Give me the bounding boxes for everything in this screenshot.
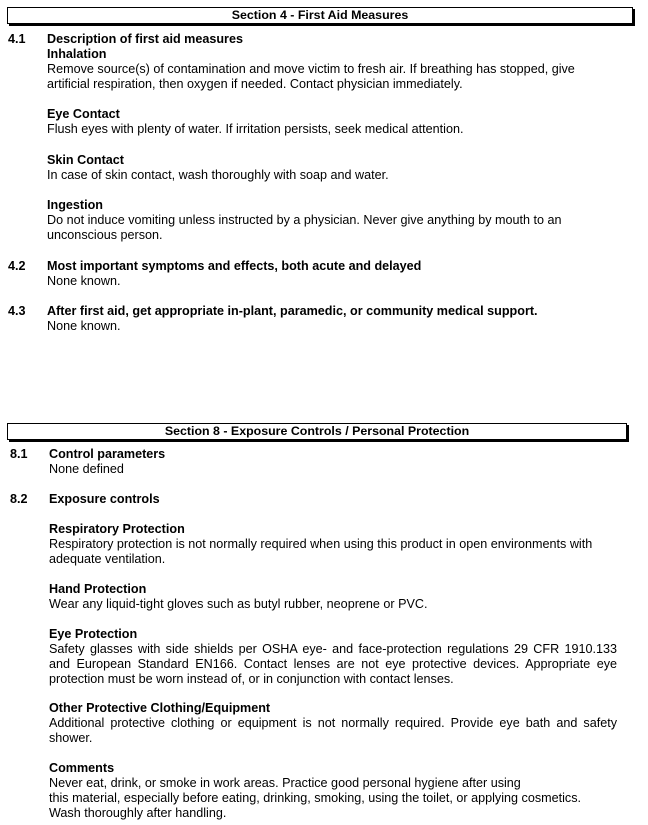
respiratory-protection-text-line-1: Respiratory protection is not normally required when using this product in open environments with — [49, 537, 593, 551]
skin-contact-heading: Skin Contact — [47, 153, 124, 167]
inhalation-text-line-2: artificial respiration, then oxygen if needed. Contact physician immediately. — [47, 77, 463, 91]
hand-protection-heading: Hand Protection — [49, 582, 147, 596]
section-4-header-text: Section 4 - First Aid Measures — [231, 8, 409, 22]
eye-protection-text: Safety glasses with side shields per OSHA eye- and face-protection regulations 29 CFR 1910.133 and European Standard EN166. Contact lenses are not eye protective devices. Appropriate eye protection must be worn instead of, or in conjunction with contact lenses. — [49, 642, 617, 686]
subsection-8-1-number: 8.1 — [10, 447, 28, 461]
ingestion-heading: Ingestion — [47, 198, 103, 212]
ingestion-text-line-1: Do not induce vomiting unless instructed by a physician. Never give anything by mouth to an — [47, 213, 562, 227]
comments-text-line-3: Wash thoroughly after handling. — [49, 806, 227, 820]
subsection-4-2-text: None known. — [47, 274, 121, 288]
section-8-header-text: Section 8 - Exposure Controls / Personal Protection — [164, 424, 470, 438]
subsection-4-1-number: 4.1 — [8, 32, 26, 46]
section-8-header — [7, 423, 627, 440]
subsection-4-2-title: Most important symptoms and effects, both acute and delayed — [47, 259, 422, 273]
other-protective-heading: Other Protective Clothing/Equipment — [49, 701, 271, 715]
respiratory-protection-heading: Respiratory Protection — [49, 522, 185, 536]
subsection-4-3-title: After first aid, get appropriate in-plant, paramedic, or community medical support. — [47, 304, 538, 318]
eye-protection-heading: Eye Protection — [49, 627, 138, 641]
inhalation-heading: Inhalation — [47, 47, 107, 61]
skin-contact-text: In case of skin contact, wash thoroughly with soap and water. — [47, 168, 389, 182]
section-4-header — [7, 7, 633, 24]
comments-text-line-1: Never eat, drink, or smoke in work areas. Practice good personal hygiene after using — [49, 776, 521, 790]
eye-contact-heading: Eye Contact — [47, 107, 120, 121]
other-protective-text: Additional protective clothing or equipment is not normally required. Provide eye bath and safety shower. — [49, 716, 617, 745]
subsection-8-1-title: Control parameters — [49, 447, 166, 461]
subsection-4-1-title: Description of first aid measures — [47, 32, 243, 46]
respiratory-protection-text-line-2: adequate ventilation. — [49, 552, 166, 566]
subsection-8-2-title: Exposure controls — [49, 492, 160, 506]
subsection-8-1-text: None defined — [49, 462, 124, 476]
inhalation-text-line-1: Remove source(s) of contamination and move victim to fresh air. If breathing has stopped, give — [47, 62, 575, 76]
hand-protection-text: Wear any liquid-tight gloves such as butyl rubber, neoprene or PVC. — [49, 597, 428, 611]
eye-contact-text: Flush eyes with plenty of water. If irritation persists, seek medical attention. — [47, 122, 464, 136]
subsection-4-2-number: 4.2 — [8, 259, 26, 273]
subsection-8-2-number: 8.2 — [10, 492, 28, 506]
comments-heading: Comments — [49, 761, 115, 775]
subsection-4-3-text: None known. — [47, 319, 121, 333]
ingestion-text-line-2: unconscious person. — [47, 228, 163, 242]
subsection-4-3-number: 4.3 — [8, 304, 26, 318]
comments-text-line-2: this material, especially before eating, drinking, smoking, using the toilet, or applying cosmetics. — [49, 791, 581, 805]
